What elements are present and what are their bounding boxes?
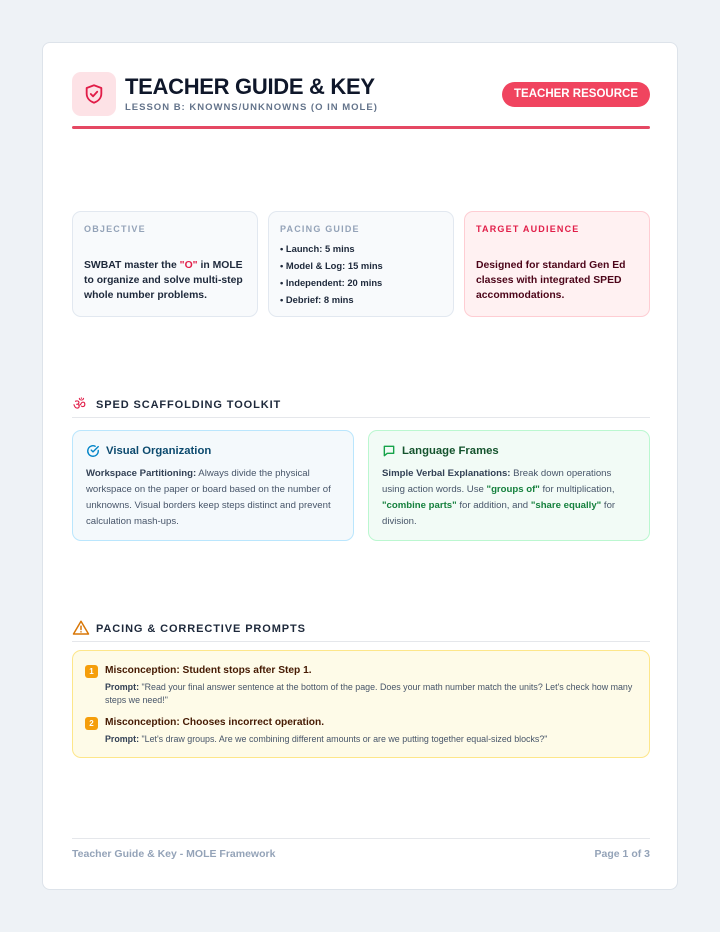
language-frames-card — [368, 430, 650, 541]
target-audience-text: Designed for standard Gen Ed classes with integrated SPED accommodations. — [476, 260, 626, 301]
misconception-item — [85, 663, 637, 707]
language-frames-title-text: Language Frames — [402, 445, 499, 457]
language-frames-text: for multiplication, — [539, 484, 615, 495]
speech-bubble-icon — [382, 444, 396, 458]
pacing-list — [280, 240, 442, 308]
keyword-share-equally: "share equally" — [530, 500, 602, 511]
page-number: Page 1 of 3 — [594, 848, 650, 860]
visual-organization-card — [72, 430, 354, 541]
language-frames-text: for division. — [382, 500, 616, 527]
misconception-number: 2 — [85, 717, 98, 730]
visual-organization-title-text: Visual Organization — [106, 445, 212, 457]
target-audience-card — [464, 211, 650, 317]
prompt-label: Prompt: — [105, 734, 140, 744]
list-item: • Debrief: 8 mins — [280, 294, 354, 305]
document-page — [42, 42, 678, 890]
misconception-number: 1 — [85, 665, 98, 678]
corrective-prompts-box — [72, 650, 650, 758]
page-title: TEACHER GUIDE & KEY — [125, 74, 375, 99]
misconception-title: Misconception: Chooses incorrect operation. — [105, 717, 325, 728]
visual-organization-title — [86, 443, 340, 459]
shield-check-icon — [83, 83, 105, 105]
objective-card — [72, 211, 258, 317]
sped-section-header — [72, 396, 650, 418]
teacher-resource-badge: TEACHER RESOURCE — [502, 82, 650, 107]
language-frames-text: for addition, and — [456, 500, 531, 511]
keyword-groups-of: "groups of" — [486, 484, 540, 495]
om-icon — [72, 395, 90, 413]
warning-triangle-icon — [72, 619, 90, 637]
page-header — [72, 72, 650, 116]
list-item: • Launch: 5 mins — [280, 243, 355, 254]
prompt-label: Prompt: — [105, 682, 140, 692]
logo — [72, 72, 116, 116]
objective-text — [84, 258, 246, 303]
target-audience-label: TARGET AUDIENCE — [476, 224, 580, 234]
objective-text-part: in MOLE to organize and solve multi-step whole number problems. — [84, 260, 243, 301]
list-item: • Independent: 20 mins — [280, 277, 383, 288]
misconception-title: Misconception: Student stops after Step 1. — [105, 665, 312, 676]
language-frames-title — [382, 443, 636, 459]
objective-text-part: SWBAT master the — [84, 260, 180, 271]
language-frames-text: Break down operations using action words. Use — [382, 468, 612, 495]
objective-label: OBJECTIVE — [84, 224, 146, 234]
prompts-section-title: PACING & CORRECTIVE PROMPTS — [96, 623, 306, 635]
language-frames-body — [382, 466, 636, 530]
sped-section-title: SPED SCAFFOLDING TOOLKIT — [96, 399, 282, 411]
prompt-text: "Read your final answer sentence at the bottom of the page. Does your math number match the units? Let's check how many steps we need!" — [105, 682, 633, 705]
misconception-item — [85, 715, 637, 746]
visual-organization-body — [86, 466, 340, 530]
list-item: • Model & Log: 15 mins — [280, 260, 383, 271]
pacing-guide-card — [268, 211, 454, 317]
prompts-section-header — [72, 620, 650, 642]
check-circle-icon — [86, 444, 100, 458]
misconception-prompt — [105, 681, 637, 707]
prompt-text: "Let's draw groups. Are we combining different amounts or are we putting together equal-sized blocks?" — [139, 734, 548, 744]
language-frames-lead: Simple Verbal Explanations: — [382, 468, 511, 479]
visual-organization-text: Always divide the physical workspace on the paper or board based on the number of unknowns. Visual borders keep steps distinct and prevent calculation mash-ups. — [86, 468, 331, 527]
visual-organization-lead: Workspace Partitioning: — [86, 468, 197, 479]
keyword-combine-parts: "combine parts" — [382, 500, 457, 511]
svg-text:ॐ: ॐ — [72, 397, 87, 413]
header-divider — [72, 126, 650, 129]
page-subtitle: LESSON B: KNOWNS/UNKNOWNS (O IN MOLE) — [125, 102, 378, 113]
objective-highlight: "O" — [179, 260, 198, 271]
footer-title: Teacher Guide & Key - MOLE Framework — [72, 848, 276, 860]
pacing-guide-label: PACING GUIDE — [280, 224, 360, 234]
page-footer — [72, 838, 650, 868]
misconception-prompt — [105, 733, 637, 746]
